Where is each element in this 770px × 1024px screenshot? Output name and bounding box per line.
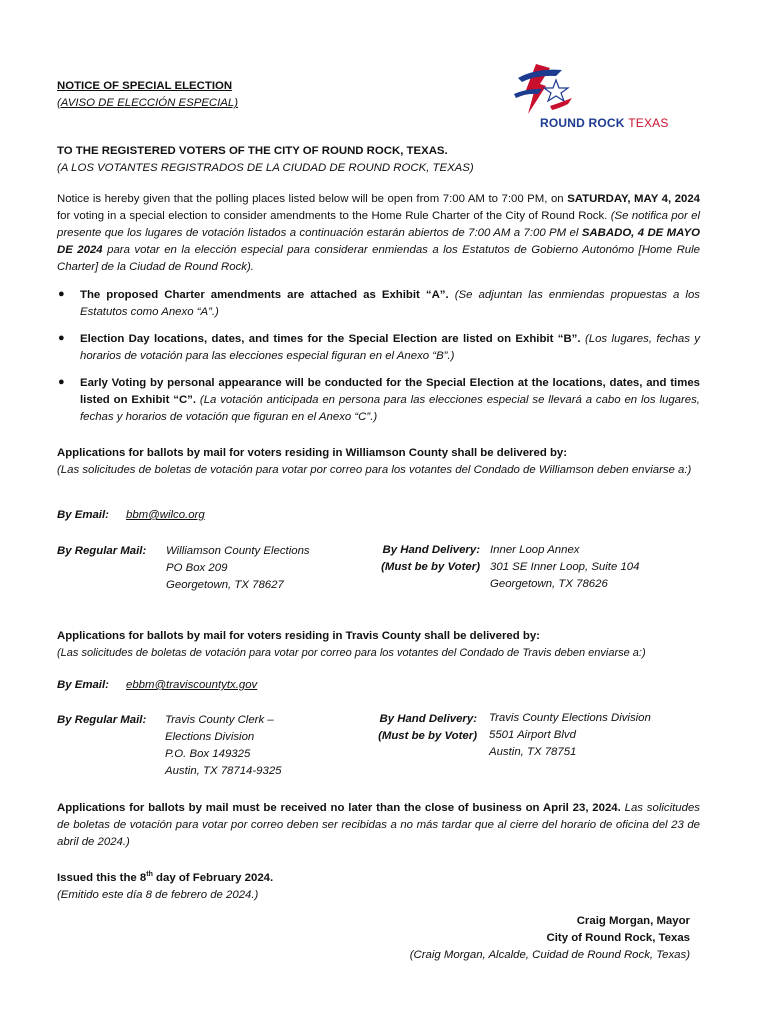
travis-email-link[interactable]: ebbm@traviscountytx.gov (126, 679, 258, 691)
notice-spanish-1: (Se notifica por el presente que los lugares de votación listados a continuación estarán abiertos de 7:00 AM a 7:00 PM el (57, 210, 700, 239)
bullet-dot: ● (58, 376, 65, 388)
notice-paragraph (57, 191, 700, 276)
bullet-text-spanish: (Se adjuntan las enmiendas propuestas a los Estatutos como Anexo “A”.) (80, 289, 700, 318)
email-label: By Email: (57, 509, 109, 521)
address-line: Williamson County Elections (166, 545, 310, 557)
issued-text: Issued this the 8 (57, 872, 147, 884)
bullet-item (80, 375, 700, 426)
hand-delivery-label (340, 542, 480, 576)
address-line: P.O. Box 149325 (165, 748, 251, 760)
regular-mail-label: By Regular Mail: (57, 714, 147, 726)
notice-text-1: Notice is hereby given that the polling places listed below will be open from 7:00 AM to 7:00 PM, on (57, 193, 564, 205)
email-label: By Email: (57, 679, 109, 691)
issued-text-2: day of February 2024. (156, 872, 274, 884)
address-line: 5501 Airport Blvd (489, 729, 576, 741)
page-title: NOTICE OF SPECIAL ELECTION (57, 80, 233, 92)
hand-delivery-text: By Hand Delivery: (379, 713, 477, 725)
hand-delivery-label (337, 711, 477, 745)
williamson-email-link[interactable]: bbm@wilco.org (126, 509, 205, 521)
page-title-spanish: (AVISO DE ELECCIÓN ESPECIAL) (57, 97, 239, 109)
williamson-mail-address (166, 543, 310, 594)
address-line: Travis County Clerk – (165, 714, 274, 726)
election-date: SATURDAY, MAY 4, 2024 (567, 193, 701, 205)
logo-city-text: ROUND ROCK (540, 116, 625, 130)
bullet-item (80, 287, 700, 321)
bullet-text-spanish: (La votación anticipada en persona para las elecciones especial se llevará a cabo en los lugares, fechas y horarios de votación que figuran en el Anexo “C”.) (80, 394, 700, 423)
address-line: PO Box 209 (166, 562, 228, 574)
regular-mail-label: By Regular Mail: (57, 545, 147, 557)
bullet-text: Early Voting by personal appearance will be conducted for the Special Election at the locations, dates, and times listed on Exhibit “C”. (80, 377, 700, 406)
notice-text-2: for voting in a special election to consider amendments to the Home Rule Charter of the City of Round Rock. (57, 210, 608, 222)
address-line: Austin, TX 78751 (489, 746, 577, 758)
round-rock-logo (498, 58, 668, 138)
must-be-voter-text: (Must be by Voter) (381, 561, 480, 573)
address-line: Inner Loop Annex (490, 544, 580, 556)
deadline-text-spanish: Las solicitudes de boletas de votación para votar por correo deben ser recibidas a no más tardar que al cierre del horario de oficina del 23 de abril de 2024.) (57, 802, 700, 848)
williamson-hand-address (490, 542, 639, 593)
addressee-spanish: (A LOS VOTANTES REGISTRADOS DE LA CIUDAD DE ROUND ROCK, TEXAS) (57, 162, 474, 174)
bullet-text: The proposed Charter amendments are attached as Exhibit “A”. (80, 289, 449, 301)
address-line: 301 SE Inner Loop, Suite 104 (490, 561, 640, 573)
signature-name: Craig Morgan, Mayor (576, 915, 690, 927)
election-date-spanish: SABADO, 4 DE MAYO DE 2024 (57, 227, 700, 256)
signature-spanish: (Craig Morgan, Alcalde, Cuidad de Round Rock, Texas) (409, 949, 690, 961)
notice-spanish-2: para votar en la elección especial para considerar enmiendas a los Estatutos de Gobierno Autonómo [Home Rule Charter] de la Ciudad de Round Rock). (57, 244, 701, 273)
williamson-heading-spanish: (Las solicitudes de boletas de votación para votar por correo para los votantes del Condado de Williamson deben enviarse a:) (57, 464, 692, 476)
issued-date (57, 870, 273, 887)
bullet-dot: ● (58, 288, 65, 300)
bullet-text: Election Day locations, dates, and times for the Special Election are listed on Exhibit “B”. (80, 333, 581, 345)
address-line: Austin, TX 78714-9325 (165, 765, 282, 777)
signature-org: City of Round Rock, Texas (546, 932, 690, 944)
ordinal-suffix: th (146, 871, 153, 879)
travis-mail-address (165, 712, 282, 780)
hand-delivery-text: By Hand Delivery: (382, 544, 480, 556)
travis-hand-address (489, 710, 651, 761)
bullet-item (80, 331, 700, 365)
must-be-voter-text: (Must be by Voter) (378, 730, 477, 742)
address-line: Georgetown, TX 78627 (166, 579, 284, 591)
issued-date-spanish: (Emitido este día 8 de febrero de 2024.) (57, 889, 259, 901)
address-line: Georgetown, TX 78626 (490, 578, 608, 590)
star-swoosh-icon (506, 58, 596, 122)
address-line: Elections Division (165, 731, 255, 743)
travis-heading-spanish: (Las solicitudes de boletas de votación para votar por correo para los votantes del Condado de Travis deben enviarse a:) (57, 647, 646, 659)
deadline-paragraph (57, 800, 700, 851)
williamson-heading: Applications for ballots by mail for voters residing in Williamson County shall be delivered by: (57, 447, 568, 459)
deadline-text: Applications for ballots by mail must be received no later than the close of business on April 23, 2024. (57, 802, 621, 814)
bullet-text-spanish: (Los lugares, fechas y horarios de votación para las elecciones especial figuran en el Anexo “B”.) (80, 333, 701, 362)
address-line: Travis County Elections Division (489, 712, 651, 724)
bullet-dot: ● (58, 332, 65, 344)
travis-heading: Applications for ballots by mail for voters residing in Travis County shall be delivered by: (57, 630, 540, 642)
addressee: TO THE REGISTERED VOTERS OF THE CITY OF ROUND ROCK, TEXAS. (57, 145, 448, 157)
logo-state-text: TEXAS (628, 116, 669, 130)
